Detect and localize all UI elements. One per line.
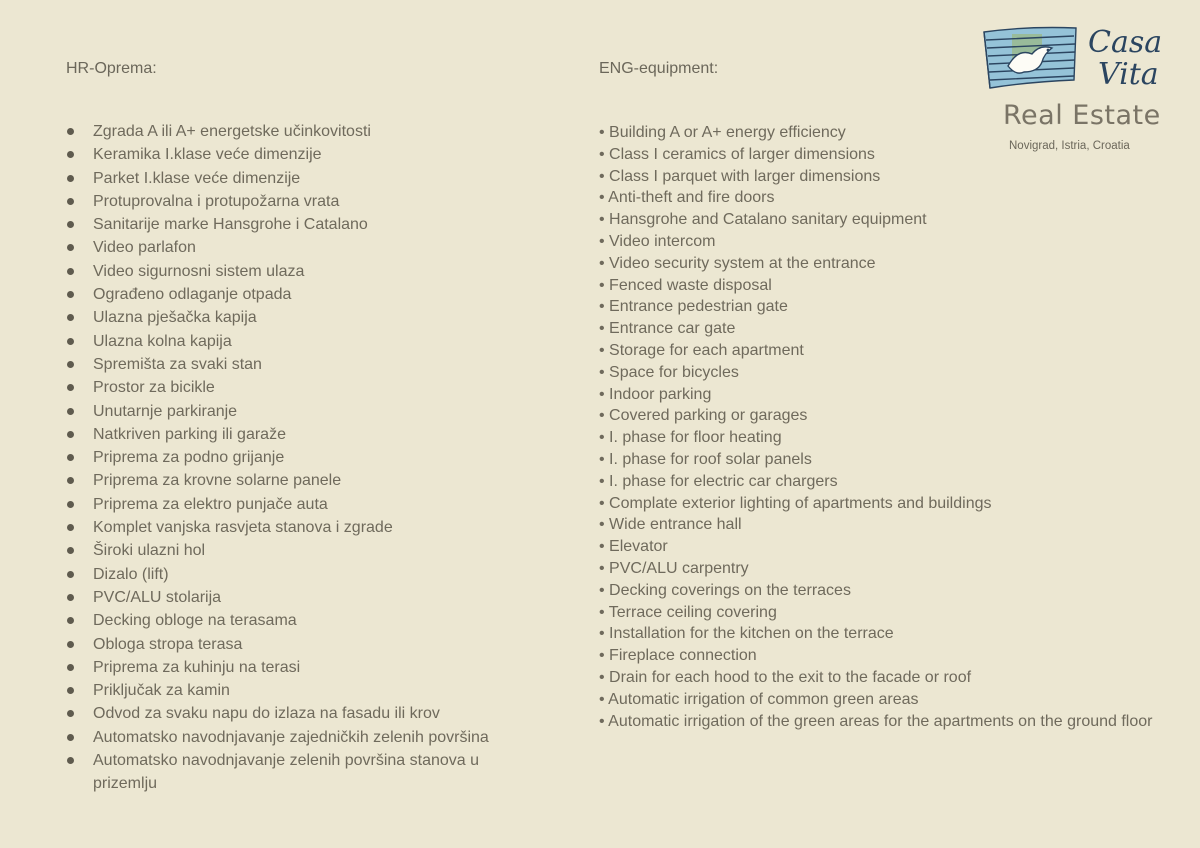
hr-heading: HR-Oprema: [66,60,157,77]
hr-list-item: Keramika I.klase veće dimenzije [66,143,496,166]
hr-list-item: Priprema za elektro punjače auta [66,493,496,516]
en-list-item: • Entrance car gate [599,318,1199,340]
svg-text:Casa: Casa [1088,25,1163,60]
en-list-item: • Terrace ceiling covering [599,602,1199,624]
hr-list-item: Priprema za kuhinju na terasi [66,656,496,679]
en-list-item: • Hansgrohe and Catalano sanitary equipment [599,209,1199,231]
hr-list-item: Natkriven parking ili garaže [66,423,496,446]
hr-list-item: Unutarnje parkiranje [66,400,496,423]
en-list-item: • Fireplace connection [599,645,1199,667]
en-list-item: • Anti-theft and fire doors [599,187,1199,209]
hr-list-item: Parket I.klase veće dimenzije [66,167,496,190]
hr-list-item: PVC/ALU stolarija [66,586,496,609]
hr-list-item: Sanitarije marke Hansgrohe i Catalano [66,213,496,236]
hr-list-item: Dizalo (lift) [66,563,496,586]
en-list-item: • Installation for the kitchen on the terrace [599,623,1199,645]
hr-list-item: Spremišta za svaki stan [66,353,496,376]
en-list-item: • Entrance pedestrian gate [599,296,1199,318]
en-list-item: • PVC/ALU carpentry [599,558,1199,580]
en-list-item: • Space for bicycles [599,362,1199,384]
hr-list-item: Komplet vanjska rasvjeta stanova i zgrade [66,516,496,539]
en-list-item: • Fenced waste disposal [599,275,1199,297]
hr-list-item: Automatsko navodnjavanje zelenih površina stanova u prizemlju [66,749,496,796]
hr-list-item: Video sigurnosni sistem ulaza [66,260,496,283]
en-list-item: • Decking coverings on the terraces [599,580,1199,602]
en-list-item: • Storage for each apartment [599,340,1199,362]
hr-list-item: Automatsko navodnjavanje zajedničkih zelenih površina [66,726,496,749]
hr-list-item: Prostor za bicikle [66,376,496,399]
en-list-item: • Elevator [599,536,1199,558]
en-list-item: • Indoor parking [599,384,1199,406]
hr-list-item: Priprema za krovne solarne panele [66,469,496,492]
en-list-item: • Covered parking or garages [599,405,1199,427]
en-heading: ENG-equipment: [599,60,719,77]
svg-text:Vita: Vita [1098,57,1159,92]
en-list-item: • Video security system at the entrance [599,253,1199,275]
hr-list-item: Odvod za svaku napu do izlaza na fasadu ili krov [66,702,496,725]
en-list-item: • Drain for each hood to the exit to the facade or roof [599,667,1199,689]
en-list-item: • I. phase for roof solar panels [599,449,1199,471]
hr-list-item: Ulazna kolna kapija [66,330,496,353]
hr-list-item: Obloga stropa terasa [66,633,496,656]
en-list-item: • Video intercom [599,231,1199,253]
hr-list-item: Široki ulazni hol [66,539,496,562]
en-list-item: • Building A or A+ energy efficiency [599,122,1199,144]
hr-list-item: Ulazna pješačka kapija [66,306,496,329]
dove-flag-icon [978,18,1178,98]
en-list-item: • Wide entrance hall [599,514,1199,536]
hr-list-item: Decking obloge na terasama [66,609,496,632]
casa-vita-logo [978,18,1178,158]
en-list-item: • Complate exterior lighting of apartments and buildings [599,493,1199,515]
hr-list-item: Ograđeno odlaganje otpada [66,283,496,306]
hr-equipment-list [66,120,496,796]
en-list-item: • I. phase for electric car chargers [599,471,1199,493]
hr-list-item: Priključak za kamin [66,679,496,702]
en-equipment-list [599,122,1199,732]
brand-location: Novigrad, Istria, Croatia [1009,140,1130,152]
hr-list-item: Video parlafon [66,236,496,259]
brand-name: Real Estate [1003,100,1161,131]
hr-list-item: Zgrada A ili A+ energetske učinkovitosti [66,120,496,143]
en-list-item: • I. phase for floor heating [599,427,1199,449]
hr-list-item: Protuprovalna i protupožarna vrata [66,190,496,213]
en-list-item: • Automatic irrigation of common green areas [599,689,1199,711]
en-list-item: • Class I parquet with larger dimensions [599,166,1199,188]
en-list-item: • Class I ceramics of larger dimensions [599,144,1199,166]
en-list-item: • Automatic irrigation of the green areas for the apartments on the ground floor [599,711,1199,733]
hr-list-item: Priprema za podno grijanje [66,446,496,469]
